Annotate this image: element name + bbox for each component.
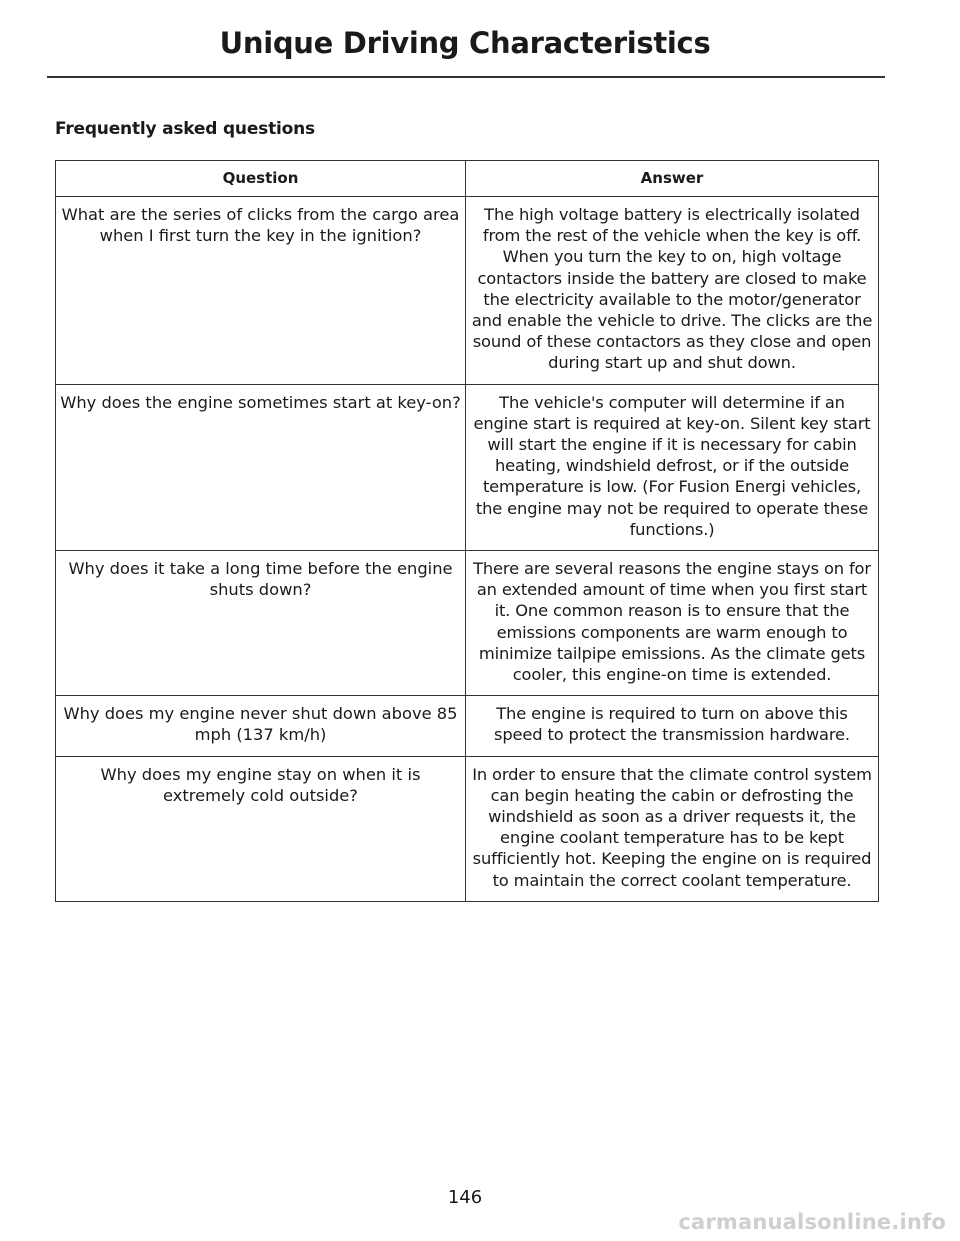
faq-table	[55, 160, 879, 902]
question-cell: Why does my engine never shut down above 85 mph (137 km/h)	[56, 696, 466, 756]
table-row	[56, 197, 879, 385]
table-row	[56, 696, 879, 756]
watermark-text: carmanualsonline.info	[678, 1210, 946, 1234]
table-row	[56, 551, 879, 696]
section-title: Frequently asked questions	[55, 119, 315, 139]
question-cell: Why does the engine sometimes start at key-on?	[56, 384, 466, 550]
column-header-question: Question	[56, 161, 466, 197]
answer-cell: The high voltage battery is electrically isolated from the rest of the vehicle when the key is off. When you turn the key to on, high voltage contactors inside the battery are closed to make the electricity available to the motor/generator and enable the vehicle to drive. The clicks are the sound of these contactors as they close and open during start up and shut down.	[466, 197, 879, 385]
table-row	[56, 756, 879, 901]
answer-cell: There are several reasons the engine stays on for an extended amount of time when you first start it. One common reason is to ensure that the emissions components are warm enough to minimize tailpipe emissions. As the climate gets cooler, this engine-on time is extended.	[466, 551, 879, 696]
answer-cell: The vehicle's computer will determine if an engine start is required at key-on. Silent key start will start the engine if it is necessary for cabin heating, windshield defrost, or if the outside temperature is low. (For Fusion Energi vehicles, the engine may not be required to operate these functions.)	[466, 384, 879, 550]
answer-cell: In order to ensure that the climate control system can begin heating the cabin or defrosting the windshield as soon as a driver requests it, the engine coolant temperature has to be kept sufficiently hot. Keeping the engine on is required to maintain the correct coolant temperature.	[466, 756, 879, 901]
header-divider	[47, 76, 885, 78]
column-header-answer: Answer	[466, 161, 879, 197]
question-cell: Why does it take a long time before the engine shuts down?	[56, 551, 466, 696]
question-cell: What are the series of clicks from the cargo area when I first turn the key in the ignition?	[56, 197, 466, 385]
page-number: 146	[447, 1187, 483, 1208]
question-cell: Why does my engine stay on when it is extremely cold outside?	[56, 756, 466, 901]
answer-cell: The engine is required to turn on above this speed to protect the transmission hardware.	[466, 696, 879, 756]
table-row	[56, 384, 879, 550]
page-header-title: Unique Driving Characteristics	[219, 26, 711, 60]
table-header-row	[56, 161, 879, 197]
